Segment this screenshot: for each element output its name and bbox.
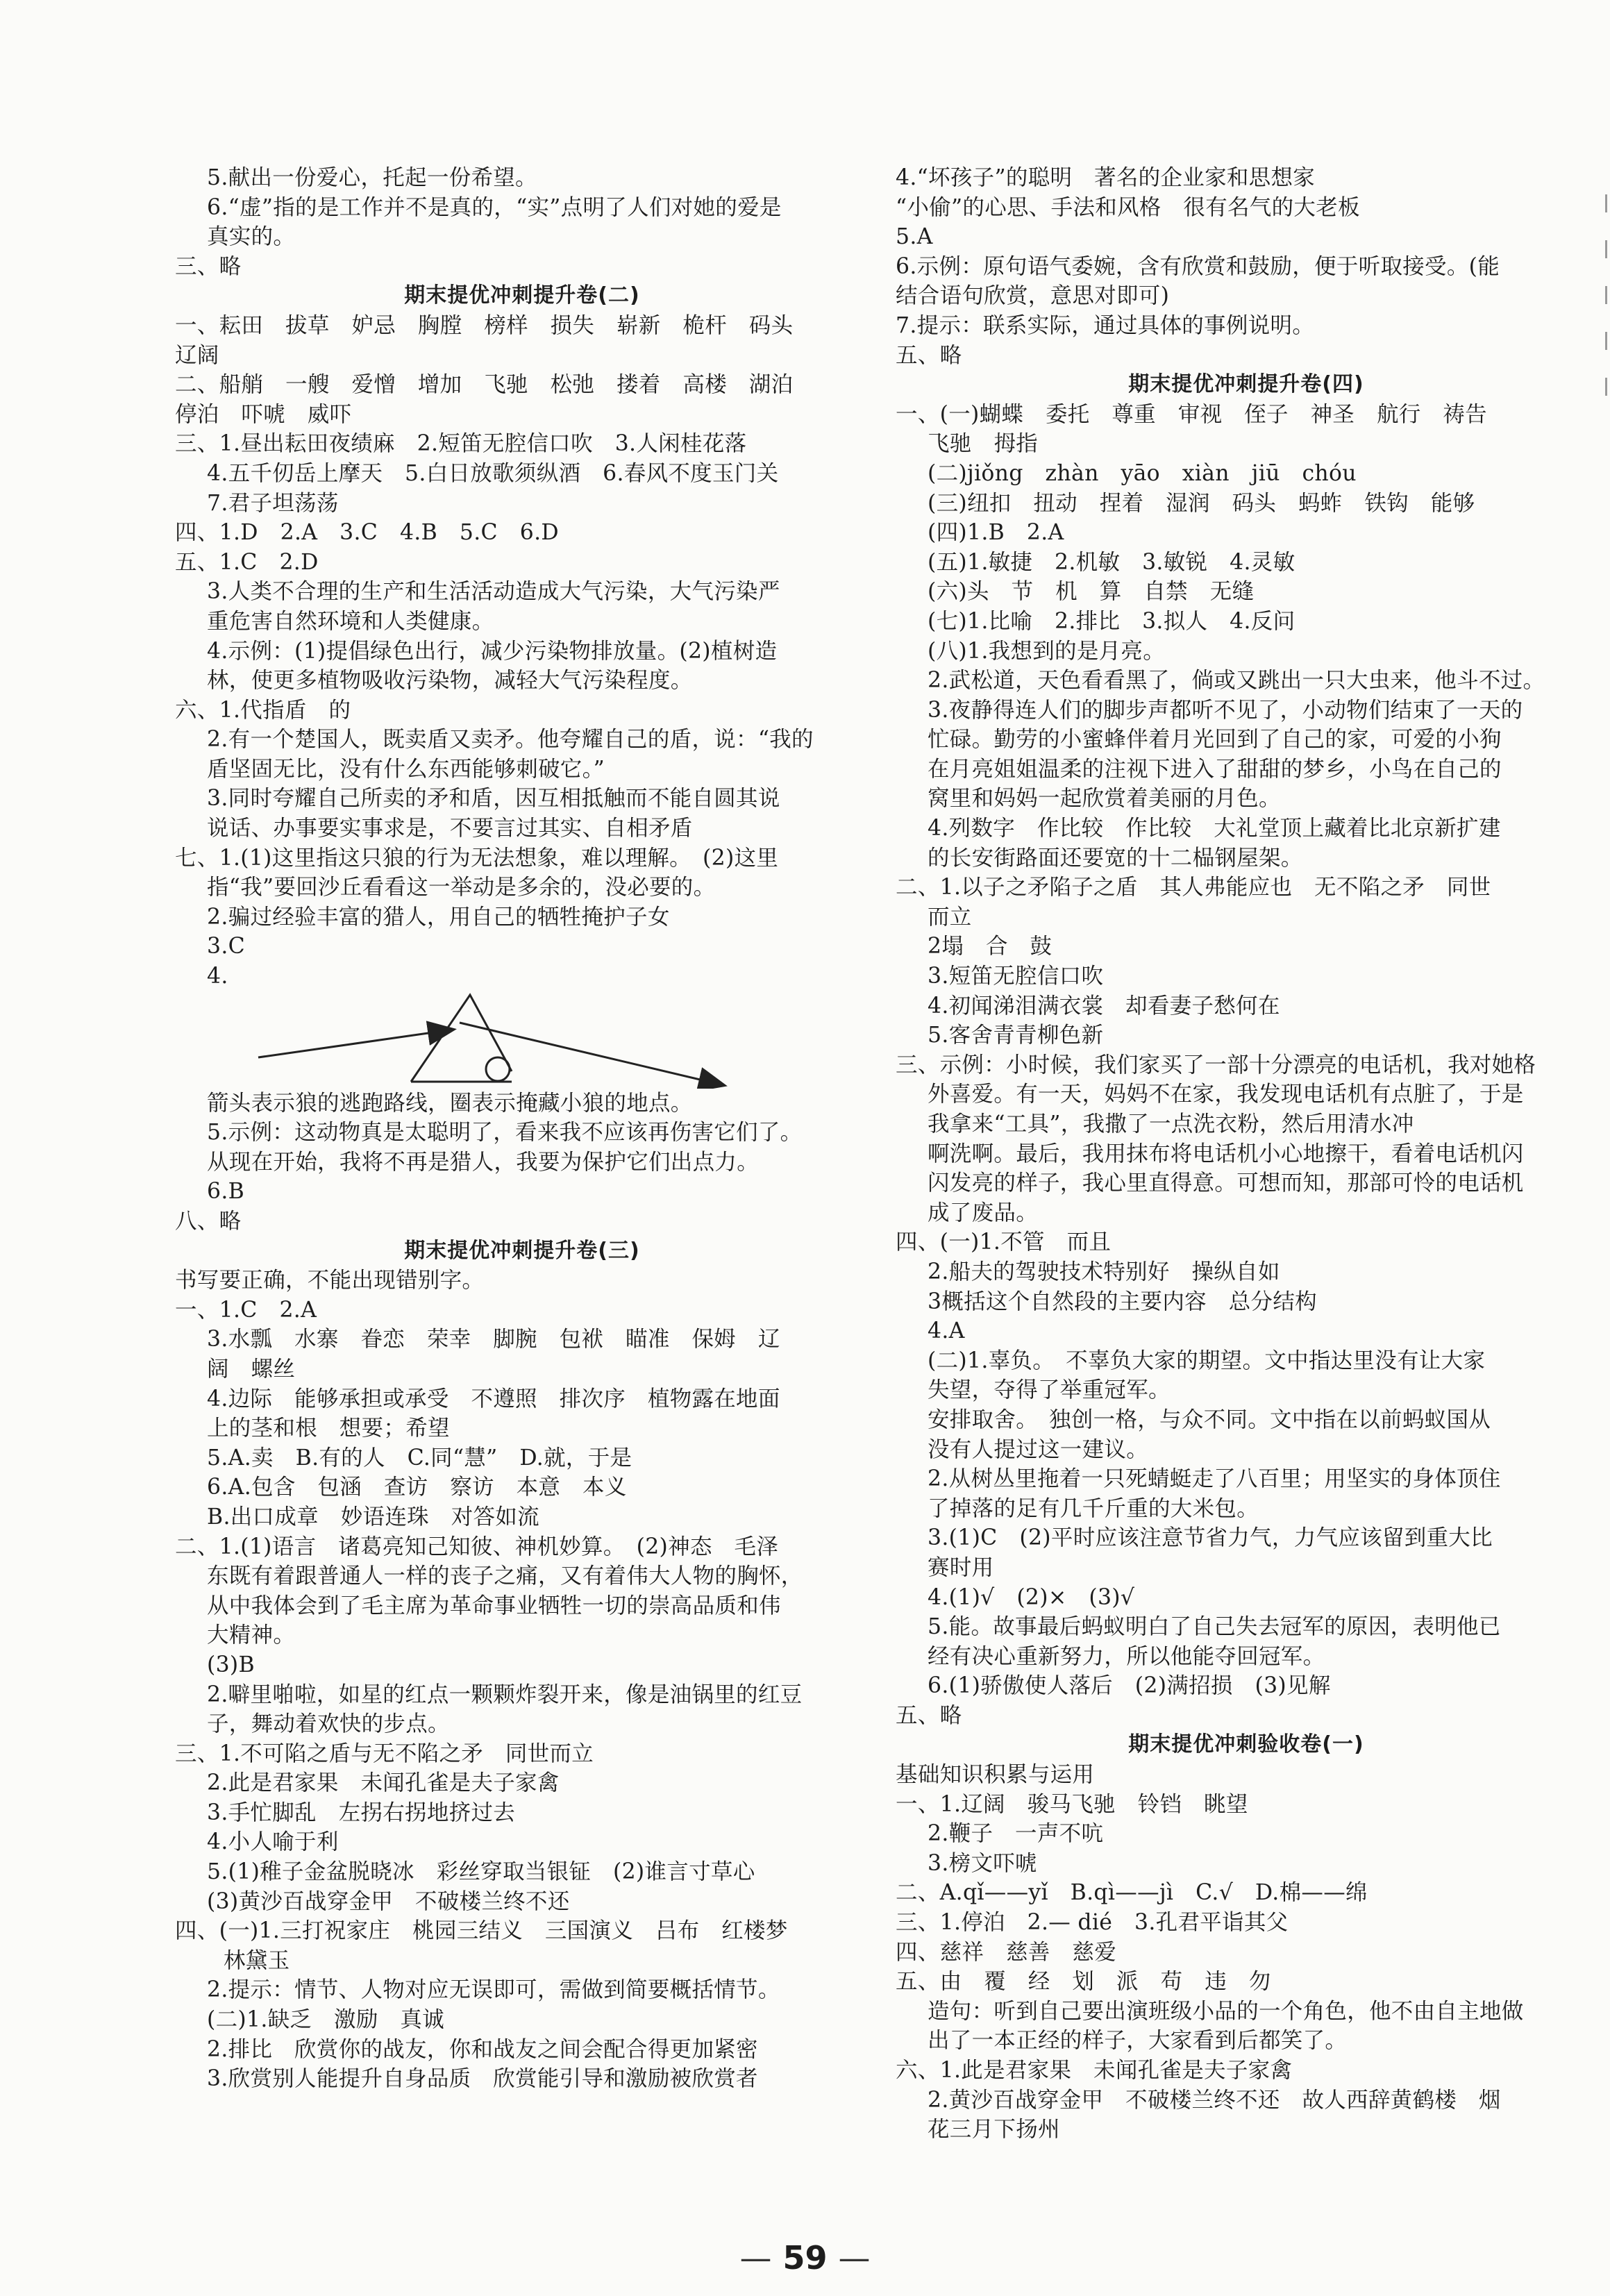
answer-line: 2.武松道，天色看看黑了，倘或又跳出一只大虫来，他斗不过。 <box>928 668 1545 694</box>
answer-line: 4. <box>207 964 228 989</box>
answer-line: 没有人提过这一建议。 <box>928 1436 1149 1462</box>
answer-line: 6.示例：原句语气委婉，含有欣赏和鼓励，便于听取接受。(能 <box>896 253 1500 279</box>
answer-line: 失望，夺得了举重冠军。 <box>928 1377 1171 1403</box>
answer-line: 五、略 <box>896 342 962 368</box>
answer-line: 3概括这个自然段的主要内容 总分结构 <box>928 1289 1317 1314</box>
escape-route-line <box>411 995 512 1082</box>
answer-line: 林黛玉 <box>224 1947 290 1973</box>
answer-line: 三、示例：小时候，我们家买了一部十分漂亮的电话机，我对她格 <box>896 1052 1536 1078</box>
answer-line: 3.同时夸耀自己所卖的矛和盾，因互相抵触而不能自圆其说 <box>207 786 780 812</box>
answer-line: (三)纽扣 扭动 捏着 湿润 码头 蚂蚱 铁钩 能够 <box>928 490 1475 516</box>
answer-line: 一、耘田 拔草 妒忌 胸膛 榜样 损失 崭新 桅杆 码头 <box>175 312 794 338</box>
answer-line: 窝里和妈妈一起欣赏着美丽的月色。 <box>928 786 1281 812</box>
answer-line: 一、(一)蝴蝶 委托 尊重 审视 侄子 神圣 航行 祷告 <box>896 401 1487 427</box>
answer-line: 2.有一个楚国人，既卖盾又卖矛。他夸耀自己的盾，说：“我的 <box>207 727 814 753</box>
answer-line: 安排取舍。 独创一格，与众不同。文中指在以前蚂蚁国从 <box>928 1407 1491 1432</box>
answer-line: 成了废品。 <box>928 1200 1039 1225</box>
answer-line: 5.A <box>896 224 933 250</box>
answer-line: (七)1.比喻 2.排比 3.拟人 4.反问 <box>928 608 1295 634</box>
answer-line: 2塌 合 鼓 <box>928 934 1053 960</box>
answer-line: “小偷”的心思、手法和风格 很有名气的大老板 <box>896 194 1360 220</box>
answer-line: 阔 螺丝 <box>207 1356 296 1382</box>
answer-line: 说话、办事要实事求是，不要言过其实、自相矛盾 <box>207 816 693 841</box>
answer-line: 3.榜文吓唬 <box>928 1850 1037 1876</box>
section-title: 期末提优冲刺提升卷(二) <box>404 283 640 308</box>
answer-line: 3.人类不合理的生产和生活活动造成大气污染，大气污染严 <box>207 579 780 605</box>
answer-line: 三、略 <box>175 253 242 279</box>
answer-line: 2.此是君家果 未闻孔雀是夫子家禽 <box>207 1770 560 1796</box>
answer-line: 2.鞭子 一声不吭 <box>928 1821 1104 1847</box>
answer-line: 3.(1)C (2)平时应该注意节省力气，力气应该留到重大比 <box>928 1525 1493 1551</box>
wolf-escape-route-diagram <box>175 991 869 1089</box>
answer-line: 二、A.qǐ——yǐ B.qì——jì C.√ D.棉——绵 <box>896 1880 1368 1906</box>
answer-line: 三、1.昼出耘田夜绩麻 2.短笛无腔信口吹 3.人闲桂花落 <box>175 431 747 457</box>
answer-line: 了掉落的足有几千斤重的大米包。 <box>928 1495 1259 1521</box>
answer-line: 四、(一)1.不管 而且 <box>896 1230 1112 1255</box>
answer-line: 四、1.D 2.A 3.C 4.B 5.C 6.D <box>175 520 559 546</box>
answer-line: 盾坚固无比，没有什么东西能够刺破它。” <box>207 756 605 782</box>
answer-line: 二、船艄 一艘 爱憎 增加 飞驰 松弛 搂着 高楼 湖泊 <box>175 372 794 398</box>
answer-line: 2.骗过经验丰富的猎人，用自己的牺牲掩护子女 <box>207 904 670 930</box>
answer-line: 七、1.(1)这里指这只狼的行为无法想象，难以理解。 (2)这里 <box>175 845 779 871</box>
escape-route-line <box>460 1023 723 1085</box>
answer-line: 3.C <box>207 934 246 960</box>
answer-line: 2.排比 欣赏你的战友，你和战友之间会配合得更加紧密 <box>207 2036 758 2062</box>
answer-line: 4.A <box>928 1318 965 1344</box>
section-title: 期末提优冲刺提升卷(四) <box>1128 372 1364 397</box>
answer-line: 二、1.以子之矛陷子之盾 其人弗能应也 无不陷之矛 同世 <box>896 875 1491 900</box>
answer-line: 东既有着跟普通人一样的丧子之痛，又有着伟大人物的胸怀， <box>207 1564 803 1589</box>
answer-line: 3.手忙脚乱 左拐右拐地挤过去 <box>207 1800 516 1825</box>
answer-line: (二)1.缺乏 激励 真诚 <box>207 2007 445 2033</box>
answer-line: 基础知识积累与运用 <box>896 1762 1095 1788</box>
answer-line: 3.水瓢 水寨 眷恋 荣幸 脚腕 包袱 瞄准 保姆 辽 <box>207 1327 780 1352</box>
answer-line: 六、1.此是君家果 未闻孔雀是夫子家禽 <box>896 2058 1293 2083</box>
answer-line: 辽阔 <box>175 342 219 368</box>
answer-line: 重危害自然环境和人类健康。 <box>207 608 494 634</box>
answer-line: 5.能。故事最后蚂蚁明白了自己失去冠军的原因，表明他已 <box>928 1614 1501 1640</box>
answer-line: 闪发亮的样子，我心里直得意。可想而知，那部可怜的电话机 <box>928 1171 1524 1196</box>
answer-line: 四、(一)1.三打祝家庄 桃园三结义 三国演义 吕布 红楼梦 <box>175 1918 788 1944</box>
answer-line: 赛时用 <box>928 1555 994 1580</box>
answer-line: 4.边际 能够承担或承受 不遵照 排次序 植物露在地面 <box>207 1386 780 1411</box>
answer-line: 一、1.辽阔 骏马飞驰 铃铛 眺望 <box>896 1791 1248 1817</box>
answer-line: 大精神。 <box>207 1623 296 1648</box>
answer-line: (二)jiǒng zhàn yāo xiàn jiū chóu <box>928 460 1357 486</box>
hiding-place-circle <box>486 1057 510 1081</box>
answer-line: 飞驰 拇指 <box>928 431 1039 457</box>
right-answer-column <box>896 163 1597 2145</box>
page-number: — 59 — <box>739 2239 871 2277</box>
left-answer-column <box>175 163 869 2094</box>
answer-line: 6.“虚”指的是工作并不是真的，“实”点明了人们对她的爱是 <box>207 194 782 220</box>
answer-line: 六、1.代指盾 的 <box>175 697 351 723</box>
answer-line: 3.欣赏别人能提升自身品质 欣赏能引导和激励被欣赏者 <box>207 2066 758 2092</box>
answer-line: 4.小人喻于利 <box>207 1829 339 1855</box>
answer-line: 而立 <box>928 904 972 930</box>
answer-line: 2.噼里啪啦，如星的红点一颗颗炸裂开来，像是油锅里的红豆 <box>207 1682 803 1707</box>
answer-line: 6.(1)骄傲使人落后 (2)满招损 (3)见解 <box>928 1673 1331 1699</box>
answer-line: 从现在开始，我将不再是猎人，我要为保护它们出点力。 <box>207 1149 760 1175</box>
answer-line: 3.夜静得连人们的脚步声都听不见了，小动物们结束了一天的 <box>928 697 1523 723</box>
answer-line: 结合语句欣赏，意思对即可) <box>896 283 1170 309</box>
answer-line: 五、略 <box>896 1702 962 1728</box>
section-title: 期末提优冲刺提升卷(三) <box>404 1238 640 1263</box>
answer-line: 造句：听到自己要出演班级小品的一个角色，他不由自主地做 <box>928 1998 1524 2024</box>
answer-line: 四、慈祥 慈善 慈爱 <box>896 1939 1117 1965</box>
answer-line: 书写要正确，不能出现错别字。 <box>175 1268 485 1293</box>
answer-line: 从中我体会到了毛主席为革命事业牺牲一切的崇高品质和伟 <box>207 1593 781 1618</box>
answer-line: 5.(1)稚子金盆脱晓冰 彩丝穿取当银钲 (2)谁言寸草心 <box>207 1859 755 1885</box>
answer-line: 4.“坏孩子”的聪明 著名的企业家和思想家 <box>896 165 1316 190</box>
answer-line: 2.黄沙百战穿金甲 不破楼兰终不还 故人西辞黄鹤楼 烟 <box>928 2087 1501 2113</box>
answer-line: 在月亮姐姐温柔的注视下进入了甜甜的梦乡，小鸟在自己的 <box>928 756 1502 782</box>
answer-line: 花三月下扬州 <box>928 2117 1060 2143</box>
answer-line: 4.(1)√ (2)× (3)√ <box>928 1584 1135 1610</box>
answer-line: 5.A.卖 B.有的人 C.同“慧” D.就，于是 <box>207 1445 632 1470</box>
answer-line: 外喜爱。有一天，妈妈不在家，我发现电话机有点脏了，于是 <box>928 1082 1524 1107</box>
page-number-value: 59 <box>782 2239 828 2277</box>
answer-line: 指“我”要回沙丘看看这一举动是多余的，没必要的。 <box>207 875 716 900</box>
answer-line: (四)1.B 2.A <box>928 520 1064 546</box>
answer-line: 真实的。 <box>207 224 296 250</box>
answer-line: 五、1.C 2.D <box>175 549 319 575</box>
binding-edge-marks <box>1595 194 1607 424</box>
answer-line: (二)1.辜负。 不辜负大家的期望。文中指达里没有让大家 <box>928 1348 1486 1373</box>
answer-line: 三、1.停泊 2.— dié 3.孔君平诣其父 <box>896 1910 1289 1936</box>
answer-line: 林，使更多植物吸收污染物，减轻大气污染程度。 <box>207 668 693 694</box>
answer-line: 箭头表示狼的逃跑路线，圈表示掩藏小狼的地点。 <box>207 1090 693 1116</box>
answer-line: 出了一本正经的样子，大家看到后都笑了。 <box>928 2028 1348 2054</box>
answer-line: 5.献出一份爱心，托起一份希望。 <box>207 165 537 190</box>
answer-line: (五)1.敏捷 2.机敏 3.敏锐 4.灵敏 <box>928 549 1295 575</box>
answer-line: 2.从树丛里拖着一只死蜻蜓走了八百里；用坚实的身体顶住 <box>928 1466 1501 1492</box>
answer-line: 子，舞动着欢快的步点。 <box>207 1711 450 1737</box>
answer-line: (3)黄沙百战穿金甲 不破楼兰终不还 <box>207 1888 570 1914</box>
answer-line: 八、略 <box>175 1209 242 1234</box>
answer-line: 啊洗啊。最后，我用抹布将电话机小心地擦干，看着电话机闪 <box>928 1141 1524 1166</box>
escape-route-line <box>258 1030 453 1057</box>
answer-line: 三、1.不可陷之盾与无不陷之矛 同世而立 <box>175 1741 594 1766</box>
section-title: 期末提优冲刺验收卷(一) <box>1128 1732 1364 1757</box>
answer-line: (八)1.我想到的是月亮。 <box>928 638 1166 664</box>
answer-line: (3)B <box>207 1652 255 1677</box>
answer-line: 5.客舍青青柳色新 <box>928 1023 1104 1048</box>
answer-line: (六)头 节 机 算 自禁 无缝 <box>928 579 1255 605</box>
escape-route-svg <box>251 991 737 1089</box>
answer-line: 2.船夫的驾驶技术特别好 操纵自如 <box>928 1259 1280 1284</box>
answer-line: 4.示例：(1)提倡绿色出行，减少污染物排放量。(2)植树造 <box>207 638 778 664</box>
answer-line: 的长安街路面还要宽的十二榀钢屋架。 <box>928 845 1303 871</box>
answer-line: 4.初闻涕泪满衣裳 却看妻子愁何在 <box>928 993 1280 1019</box>
answer-line: 5.示例：这动物真是太聪明了，看来我不应该再伤害它们了。 <box>207 1120 803 1146</box>
answer-line: 4.五千仞岳上摩天 5.白日放歌须纵酒 6.春风不度玉门关 <box>207 460 779 486</box>
answer-line: 二、1.(1)语言 诸葛亮知己知彼、神机妙算。 (2)神态 毛泽 <box>175 1534 779 1559</box>
answer-line: 7.提示：联系实际，通过具体的事例说明。 <box>896 312 1315 338</box>
answer-line: 3.短笛无腔信口吹 <box>928 964 1104 989</box>
answer-line: 6.A.包含 包涵 查访 察访 本意 本义 <box>207 1475 627 1500</box>
answer-line: 6.B <box>207 1179 245 1205</box>
answer-line: B.出口成章 妙语连珠 对答如流 <box>207 1504 539 1530</box>
answer-line: 忙碌。勤劳的小蜜蜂伴着月光回到了自己的家，可爱的小狗 <box>928 727 1502 753</box>
answer-line: 2.提示：情节、人物对应无误即可，需做到简要概括情节。 <box>207 1977 780 2003</box>
answer-line: 停泊 吓唬 威吓 <box>175 401 352 427</box>
answer-line: 五、由 覆 经 划 派 苟 违 勿 <box>896 1969 1271 1995</box>
answer-line: 7.君子坦荡荡 <box>207 490 339 516</box>
answer-line: 经有决心重新努力，所以他能夺回冠军。 <box>928 1643 1325 1669</box>
answer-line: 4.列数字 作比较 作比较 大礼堂顶上藏着比北京新扩建 <box>928 816 1501 841</box>
answer-line: 我拿来“工具”，我撒了一点洗衣粉，然后用清水冲 <box>928 1112 1414 1137</box>
answer-line: 一、1.C 2.A <box>175 1297 317 1323</box>
answer-line: 上的茎和根 想要；希望 <box>207 1416 450 1441</box>
